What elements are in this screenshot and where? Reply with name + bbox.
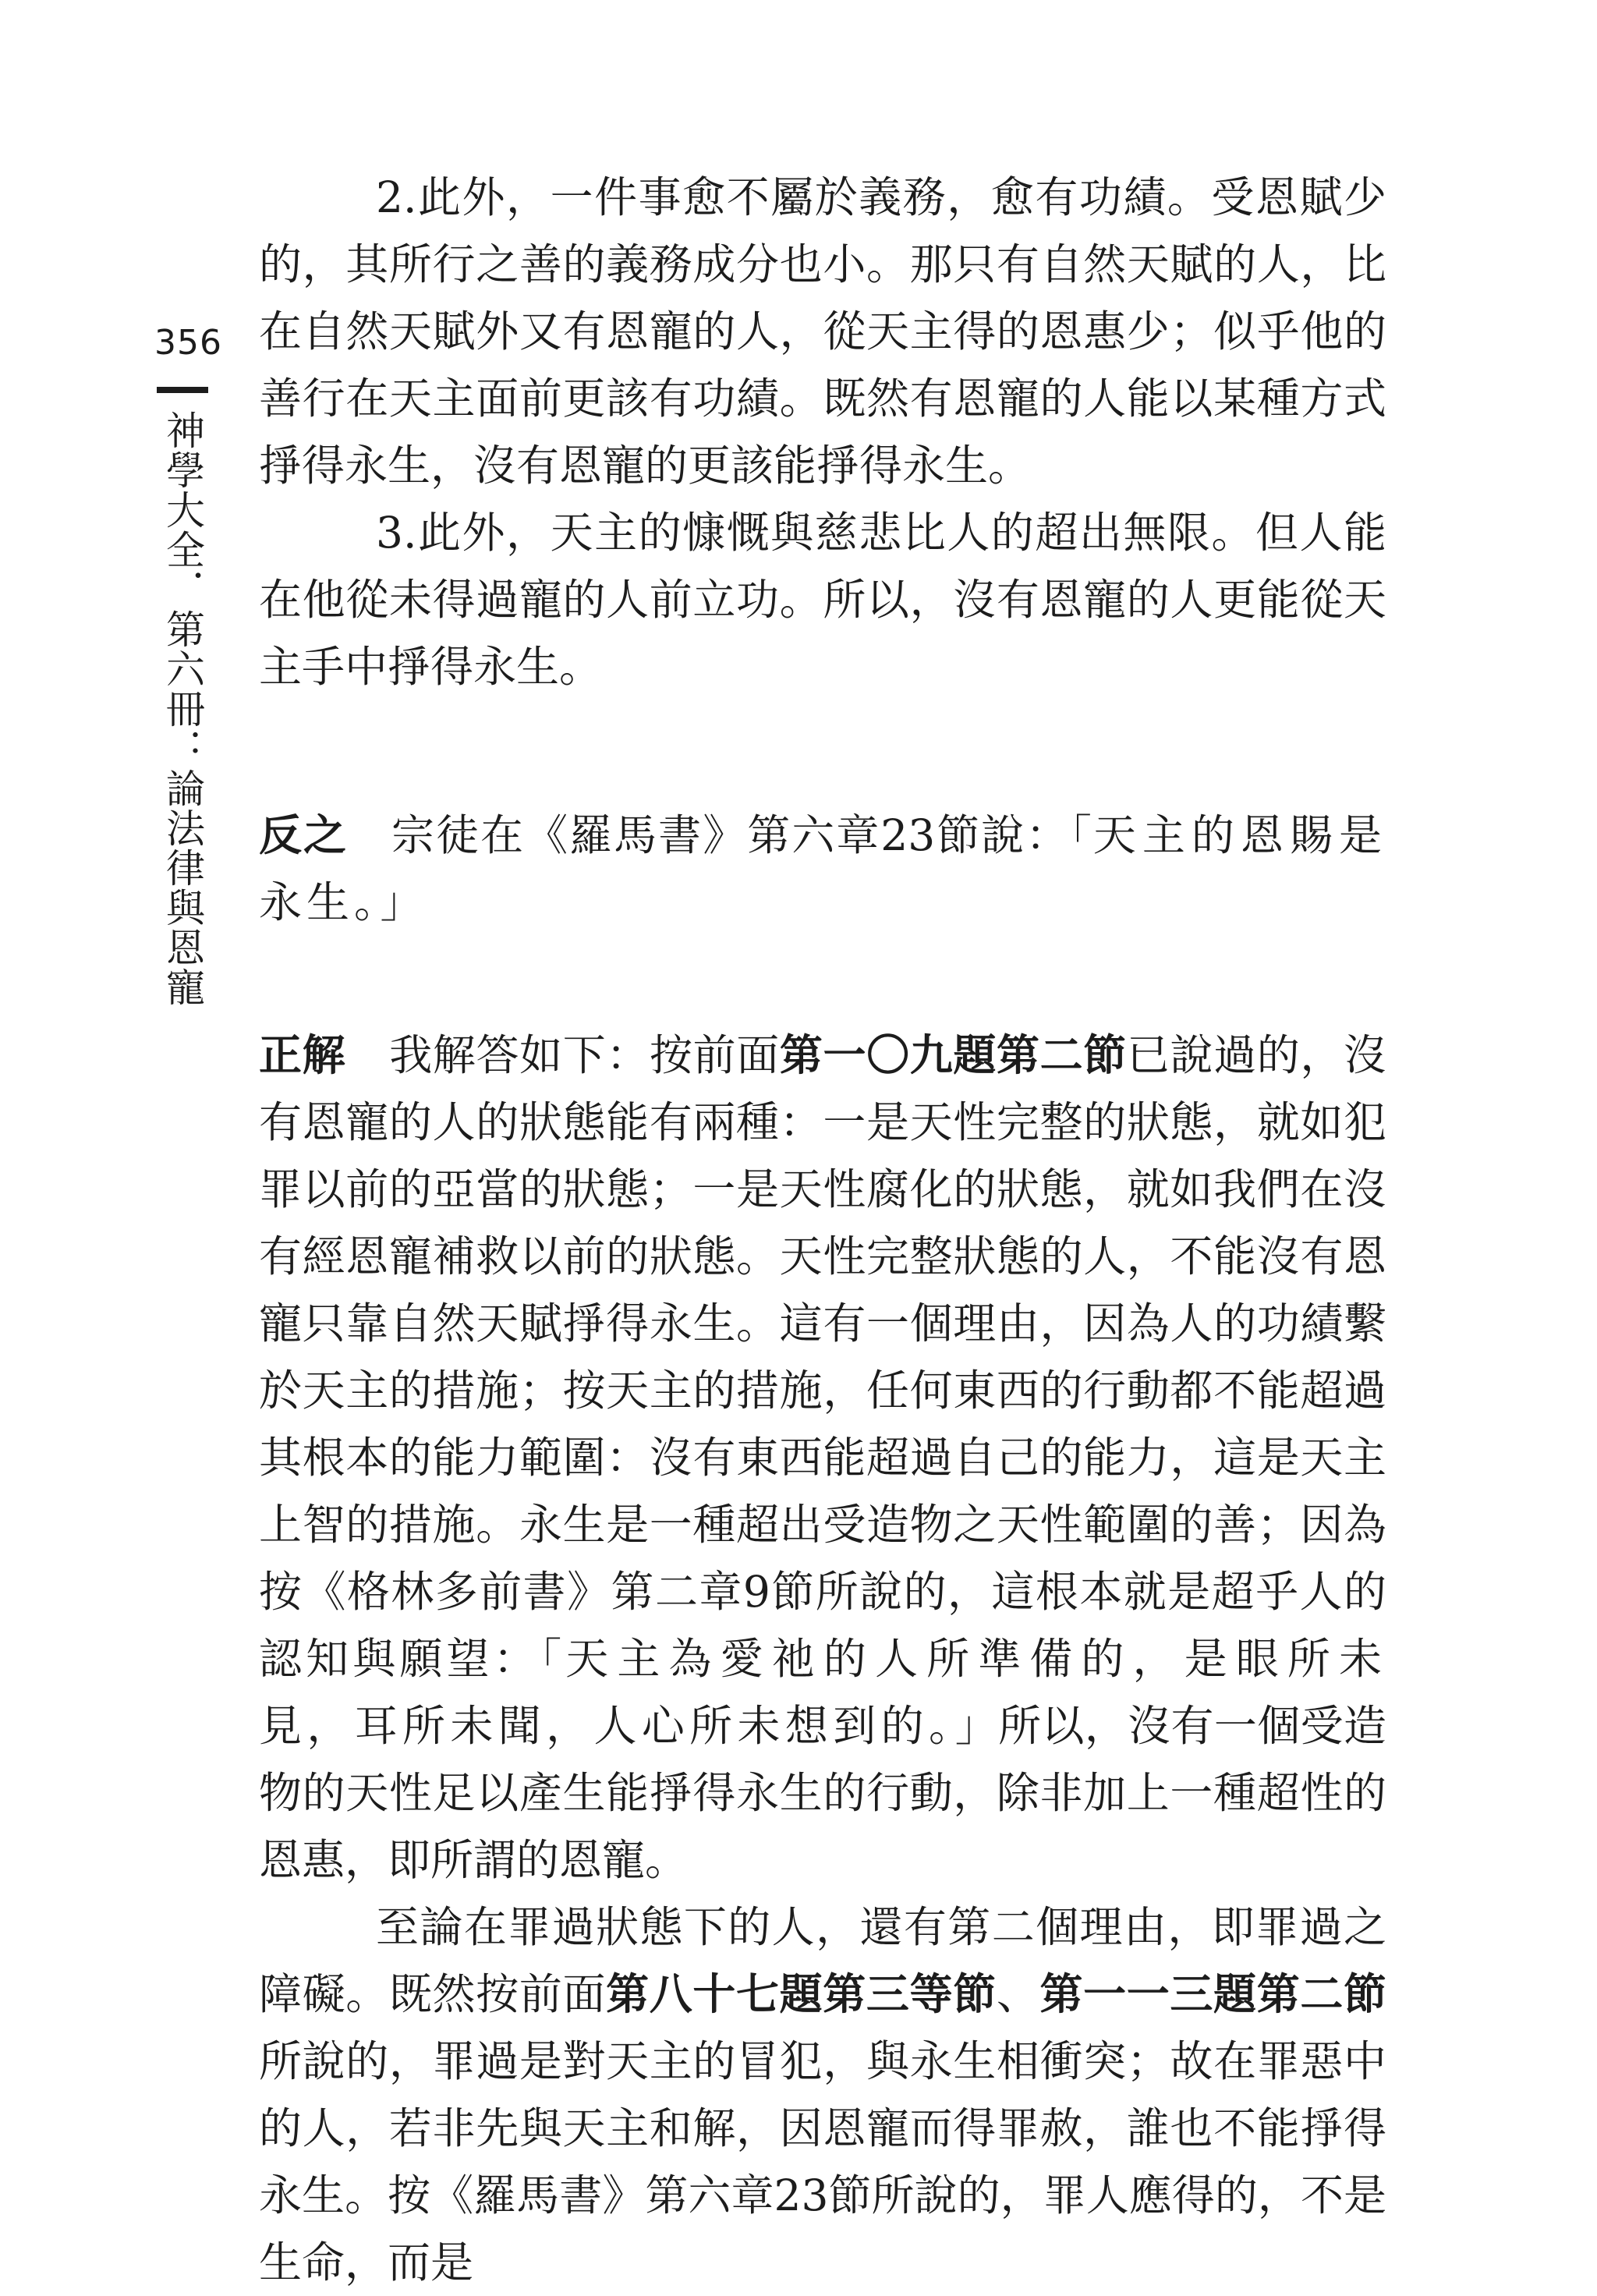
cross-reference: 第一〇九題第二節 xyxy=(779,1030,1127,1080)
cross-reference: 第一一三題第二節 xyxy=(1039,1969,1386,2019)
body-text xyxy=(259,164,1386,2296)
running-title: 神學大全．第六冊：論法律與恩寵 xyxy=(160,410,205,1007)
objection-2: 2.此外，一件事愈不屬於義務，愈有功績。受恩賦少的，其所行之善的義務成分也小。那只有自然天賦的人，比在自然天賦外又有恩寵的人，從天主得的恩惠少；似乎他的善行在天主面前更該有功績。既然有恩寵的人能以某種方式掙得永生，沒有恩寵的更該能掙得永生。 xyxy=(259,172,1386,491)
respondeo xyxy=(259,1022,1386,1894)
margin-rule xyxy=(157,387,208,393)
sed-contra-label: 反之 xyxy=(259,810,349,860)
sed-contra xyxy=(259,802,1386,936)
respondeo-text-c: 」所以，沒有一個受造物的天性足以產生能掙得永生的行動，除非加上一種超性的恩惠，即所謂的恩寵。 xyxy=(259,1701,1386,1885)
sed-contra-end: 」 xyxy=(380,877,423,927)
objection-3: 3.此外，天主的慷慨與慈悲比人的超出無限。但人能在他從未得過寵的人前立功。所以，沒有恩寵的人更能從天主手中掙得永生。 xyxy=(259,508,1386,692)
page-margin xyxy=(154,323,222,1007)
respondeo-label: 正解 xyxy=(259,1030,346,1080)
sed-contra-quote: 天主的恩賜是永生。 xyxy=(259,810,1386,927)
scripture-quote: 天主為愛祂的人所準備的，是眼所未見，耳所未聞，人心所未想到的。 xyxy=(259,1634,1386,1751)
sed-contra-text: 宗徒在《羅馬書》第六章23節說：「 xyxy=(391,810,1093,860)
page-number: 356 xyxy=(154,323,222,363)
second-reason xyxy=(259,1894,1386,2296)
separator: 、 xyxy=(996,1969,1040,2019)
respondeo-text-a: 我解答如下：按前面 xyxy=(389,1030,780,1080)
second-reason-text-b: 所說的，罪過是對天主的冒犯，與永生相衝突；故在罪惡中的人，若非先與天主和解，因恩寵而得罪赦，誰也不能掙得永生。按《羅馬書》第六章23節所說的，罪人應得的，不是生命，而是 xyxy=(259,2036,1386,2287)
respondeo-text-b: 已說過的，沒有恩寵的人的狀態能有兩種：一是天性完整的狀態，就如犯罪以前的亞當的狀態；一是天性腐化的狀態，就如我們在沒有經恩寵補救以前的狀態。天性完整狀態的人，不能沒有恩寵只靠自然天賦掙得永生。這有一個理由，因為人的功績繫於天主的措施；按天主的措施，任何東西的行動都不能超過其根本的能力範圍：沒有東西能超過自己的能力，這是天主上智的措施。永生是一種超出受造物之天性範圍的善；因為按《格林多前書》第二章9節所說的，這根本就是超乎人的認知與願望：「 xyxy=(259,1030,1386,1684)
second-reason-text-a: 至論在罪過狀態下的人，還有第二個理由，即罪過之障礙。既然按前面 xyxy=(259,1902,1386,2019)
cross-reference: 第八十七題第三等節 xyxy=(606,1969,997,2019)
